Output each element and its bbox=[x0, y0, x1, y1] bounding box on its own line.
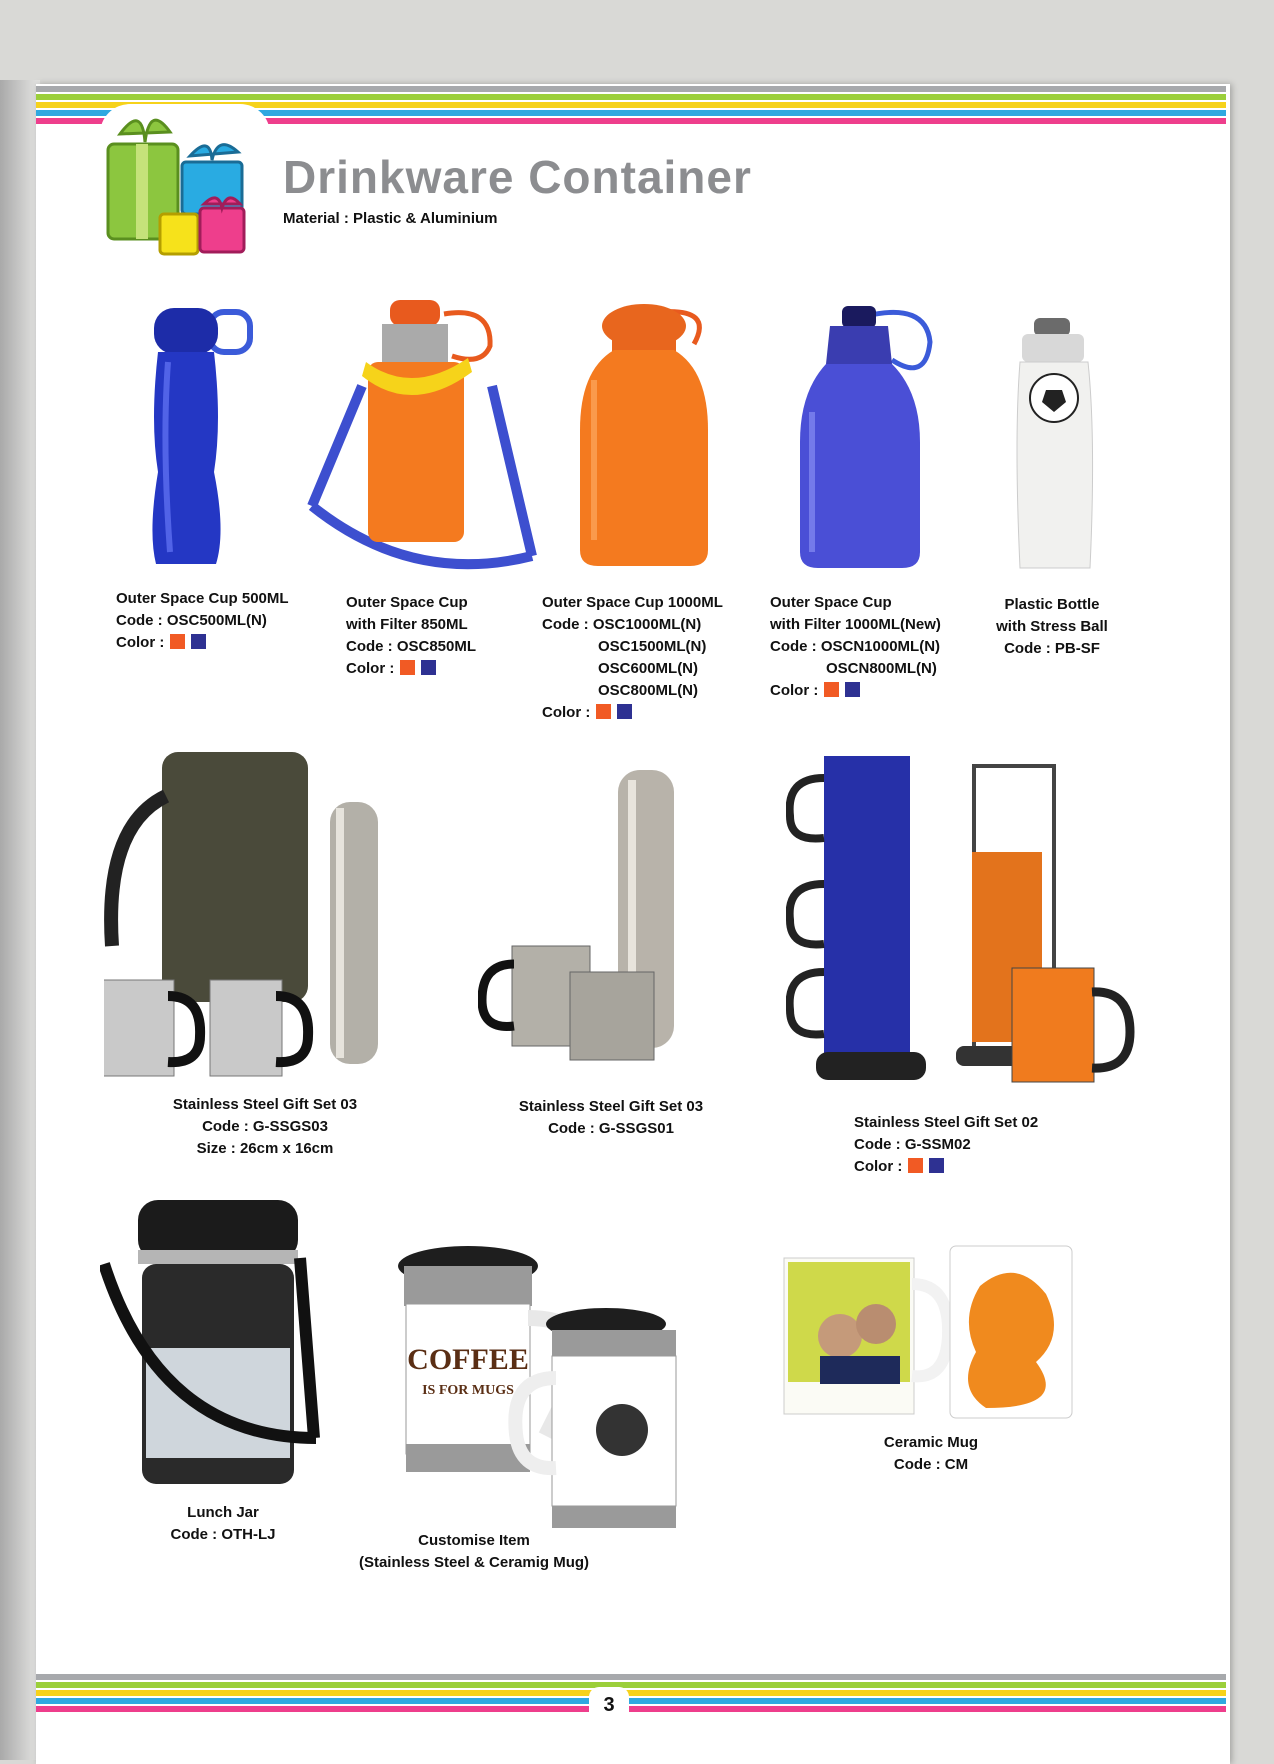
orange-bottle-with-strap-image bbox=[292, 296, 537, 576]
page-title: Drinkware Container bbox=[283, 151, 752, 203]
color-label: Color : bbox=[770, 682, 819, 699]
product-code: Code : G-SSGS01 bbox=[548, 1120, 674, 1137]
product-name: Stainless Steel Gift Set 03 bbox=[518, 1098, 704, 1115]
product-name: Plastic Bottle bbox=[1004, 596, 1100, 613]
product-name-line2: with Filter 850ML bbox=[346, 616, 468, 633]
product-caption-ssgs01 bbox=[496, 1096, 726, 1140]
product-size: Size : 26cm x 16cm bbox=[196, 1140, 334, 1157]
product-caption-pbsf bbox=[986, 594, 1118, 660]
product-name: Customise Item bbox=[418, 1532, 530, 1549]
color-swatch-orange bbox=[908, 1158, 923, 1173]
color-swatch-orange bbox=[170, 634, 185, 649]
product-code: Code : OTH-LJ bbox=[170, 1526, 276, 1543]
product-code: Code : OSC1000ML(N) bbox=[542, 616, 702, 633]
product-name: Stainless Steel Gift Set 02 bbox=[854, 1114, 1039, 1131]
product-detail: (Stainless Steel & Ceramig Mug) bbox=[358, 1554, 590, 1571]
product-code-alt: OSC800ML(N) bbox=[598, 682, 699, 699]
page-spine-shadow bbox=[0, 80, 40, 1760]
color-label: Color : bbox=[854, 1158, 903, 1175]
page-number: 3 bbox=[589, 1687, 629, 1723]
product-name: Ceramic Mug bbox=[883, 1434, 979, 1451]
material-subtitle: Material : Plastic & Aluminium bbox=[283, 210, 498, 227]
product-code: Code : G-SSGS03 bbox=[202, 1118, 328, 1135]
product-code-alt: OSC600ML(N) bbox=[598, 660, 699, 677]
product-name-line2: with Stress Ball bbox=[996, 618, 1108, 635]
product-name: Lunch Jar bbox=[187, 1504, 259, 1521]
product-caption-osc1000 bbox=[542, 592, 723, 724]
gift-set-ssgs01-image bbox=[478, 766, 708, 1062]
product-caption-oscn1000 bbox=[770, 592, 941, 702]
product-code-alt: OSC1500ML(N) bbox=[598, 638, 707, 655]
color-swatch-navy bbox=[845, 682, 860, 697]
gift-boxes-logo bbox=[100, 104, 270, 264]
ceramic-mugs-image bbox=[780, 1240, 1090, 1426]
color-swatch-orange bbox=[596, 704, 611, 719]
color-swatch-orange bbox=[824, 682, 839, 697]
product-code: Code : OSC500ML(N) bbox=[116, 612, 267, 629]
mug-text-coffee: COFFEE bbox=[407, 1343, 529, 1376]
product-code: Code : OSC850ML bbox=[346, 638, 477, 655]
gift-set-ssm02-image bbox=[786, 752, 1136, 1090]
product-name: Outer Space Cup bbox=[770, 594, 892, 611]
color-swatch-navy bbox=[421, 660, 436, 675]
product-caption-osc500 bbox=[116, 588, 289, 654]
product-code: Code : CM bbox=[893, 1456, 969, 1473]
product-name: Outer Space Cup 1000ML bbox=[542, 594, 723, 611]
product-code: Code : G-SSM02 bbox=[854, 1136, 971, 1153]
blue-bottle-with-filter-image bbox=[796, 302, 936, 572]
product-caption-lunch-jar bbox=[150, 1502, 296, 1546]
color-label: Color : bbox=[346, 660, 395, 677]
product-caption-ssgs03 bbox=[150, 1094, 380, 1160]
product-name: Outer Space Cup 500ML bbox=[116, 590, 289, 607]
product-caption-customise bbox=[336, 1530, 612, 1574]
product-caption-osc850 bbox=[346, 592, 476, 680]
gift-set-ssgs03-image bbox=[104, 746, 414, 1090]
color-swatch-navy bbox=[929, 1158, 944, 1173]
mug-text-mugs: IS FOR MUGS bbox=[422, 1383, 514, 1398]
product-code: Code : OSCN1000ML(N) bbox=[770, 638, 941, 655]
product-code-alt: OSCN800ML(N) bbox=[826, 660, 937, 677]
product-caption-ceramic-mug bbox=[858, 1432, 1004, 1476]
product-name-line2: with Filter 1000ML(New) bbox=[770, 616, 941, 633]
product-name: Outer Space Cup bbox=[346, 594, 468, 611]
white-bottle-stress-ball-image bbox=[1012, 318, 1102, 578]
color-swatch-orange bbox=[400, 660, 415, 675]
orange-bottle-1000ml-image bbox=[574, 300, 724, 570]
color-swatch-navy bbox=[191, 634, 206, 649]
lunch-jar-image bbox=[100, 1198, 320, 1504]
product-caption-ssm02 bbox=[854, 1112, 1038, 1178]
product-code: Code : PB-SF bbox=[1004, 640, 1100, 657]
footer-stripes bbox=[36, 1674, 1226, 1714]
color-label: Color : bbox=[542, 704, 591, 721]
product-name: Stainless Steel Gift Set 03 bbox=[172, 1096, 358, 1113]
color-swatch-navy bbox=[617, 704, 632, 719]
color-label: Color : bbox=[116, 634, 165, 651]
blue-bottle-500ml-image bbox=[140, 302, 260, 570]
